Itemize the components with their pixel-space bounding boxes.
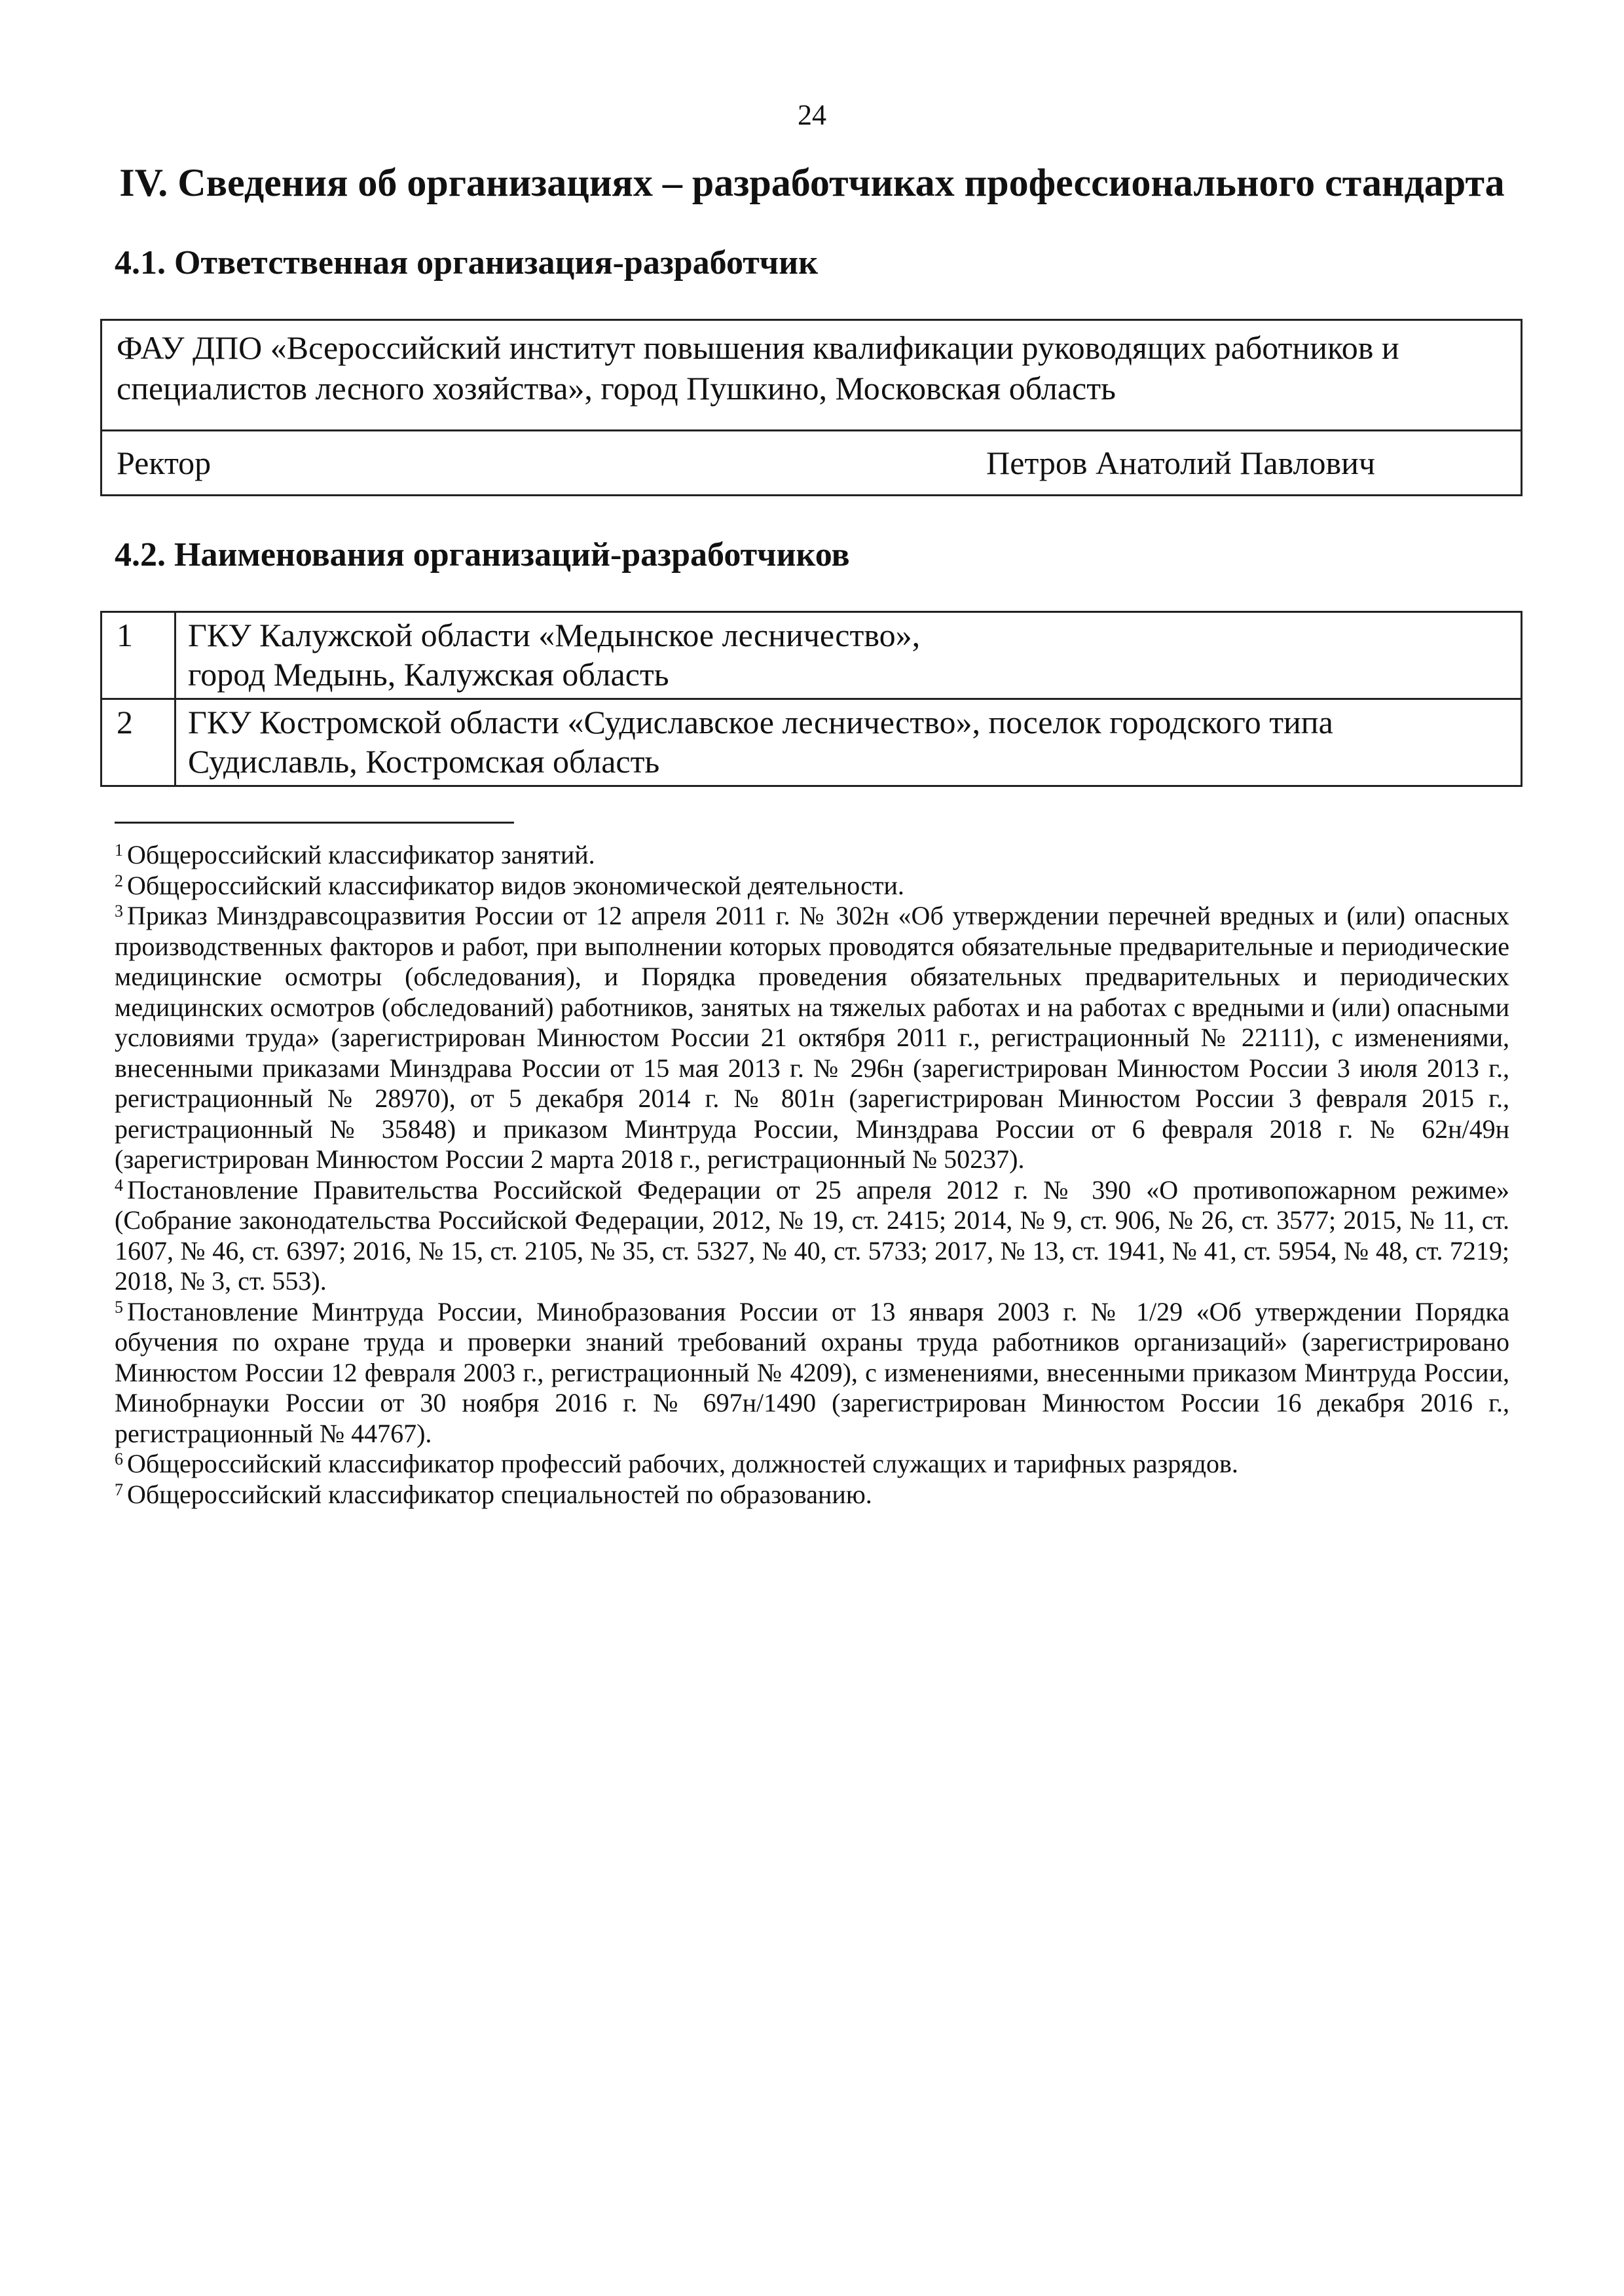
responsible-org-heading: 4.1. Ответственная организация-разработчик [115,244,819,282]
developer-org-line1: ГКУ Костромской области «Судиславское лесничество», поселок городского типа [188,704,1333,740]
footnote-marker: 7 [115,1480,123,1499]
footnote-marker: 5 [115,1297,123,1317]
developer-org-line2: город Медынь, Калужская область [188,656,669,693]
developer-org-line2: Судиславль, Костромская область [188,743,660,780]
footnote [115,1175,1509,1297]
footnotes [115,840,1509,1510]
developer-org-cell [175,699,1522,786]
organization-name-line1: ФАУ ДПО «Всероссийский институт повышения квалификации руководящих работников и [117,329,1399,366]
row-number: 2 [101,699,175,786]
footnote [115,871,1509,902]
page-number: 24 [798,99,826,131]
footnote [115,1297,1509,1449]
footnote-text: Приказ Минздравсоцразвития России от 12 апреля 2011 г. № 302н «Об утверждении перечней вредных и (или) опасных производственных факторов и работ, при выполнении которых проводятся обязательные предварительные и периодические медицинские осмотры (обследования), и Порядка проведения обязательных предварительных и периодических медицинских осмотров (обследований) работников, занятых на тяжелых работах и на работах с вредными и (или) опасными условиями труда» (зарегистрирован Минюстом России 21 октября 2011 г., регистрационный № 22111), с изменениями, внесенными приказами Минздрава России от 15 мая 2013 г. № 296н (зарегистрирован Минюстом России 3 июля 2013 г., регистрационный № 28970), от 5 декабря 2014 г. № 801н (зарегистрирован Минюстом России 3 февраля 2015 г., регистрационный № 35848) и приказом Минтруда России, Минздрава России от 6 февраля 2018 г. № 62н/49н (зарегистрирован Минюстом России 2 марта 2018 г., регистрационный № 50237). [115,901,1509,1174]
footnote-text: Общероссийский классификатор профессий рабочих, должностей служащих и тарифных разрядов. [127,1449,1238,1478]
developer-orgs-table [100,611,1522,787]
footnote [115,1449,1509,1480]
organization-row [101,320,1522,431]
responsible-org-table [100,319,1522,496]
developer-org-cell [175,612,1522,699]
footnote-marker: 3 [115,902,123,920]
footnote-text: Общероссийский классификатор специальностей по образованию. [127,1479,872,1509]
footnote-divider [115,822,514,824]
head-cell [101,431,1522,496]
head-position: Ректор [117,445,212,481]
footnote-text: Общероссийский классификатор видов экономической деятельности. [127,870,904,900]
footnote [115,1480,1509,1510]
head-name: Петров Анатолий Павлович [986,445,1375,481]
head-row [101,431,1522,496]
footnote-marker: 6 [115,1449,123,1468]
section-title: IV. Сведения об организациях – разработчиках профессионального стандарта [119,161,1505,204]
footnote-text: Постановление Минтруда России, Минобразования России от 13 января 2003 г. № 1/29 «Об утверждении Порядка обучения по охране труда и проверки знаний требований охраны труда работников организаций» (зарегистрировано Минюстом России 12 февраля 2003 г., регистрационный № 4209), с изменениями, внесенными приказом Минтруда России, Минобрнауки России от 30 ноября 2016 г. № 697н/1490 (зарегистрирован Минюстом России 16 декабря 2016 г., регистрационный № 44767). [115,1296,1509,1448]
table-row [101,699,1522,786]
developer-org-line1: ГКУ Калужской области «Медынское лесничество», [188,617,921,653]
footnote-marker: 2 [115,871,123,890]
footnote-text: Постановление Правительства Российской Федерации от 25 апреля 2012 г. № 390 «О противопожарном режиме» (Собрание законодательства Российской Федерации, 2012, № 19, ст. 2415; 2014, № 9, ст. 906, № 26, ст. 3577; 2015, № 11, ст. 1607, № 46, ст. 6397; 2016, № 15, ст. 2105, № 35, ст. 5327, № 40, ст. 5733; 2017, № 13, ст. 1941, № 41, ст. 5954, № 48, ст. 7219; 2018, № 3, ст. 553). [115,1175,1509,1296]
developer-orgs-heading: 4.2. Наименования организаций-разработчиков [115,536,850,574]
footnote-marker: 1 [115,841,123,860]
table-row [101,612,1522,699]
footnote [115,840,1509,871]
row-number: 1 [101,612,175,699]
footnote-marker: 4 [115,1175,123,1195]
footnote [115,901,1509,1175]
footnote-text: Общероссийский классификатор занятий. [127,840,595,869]
organization-name-line2: специалистов лесного хозяйства», город Пушкино, Московская область [117,370,1116,407]
organization-cell [101,320,1522,431]
